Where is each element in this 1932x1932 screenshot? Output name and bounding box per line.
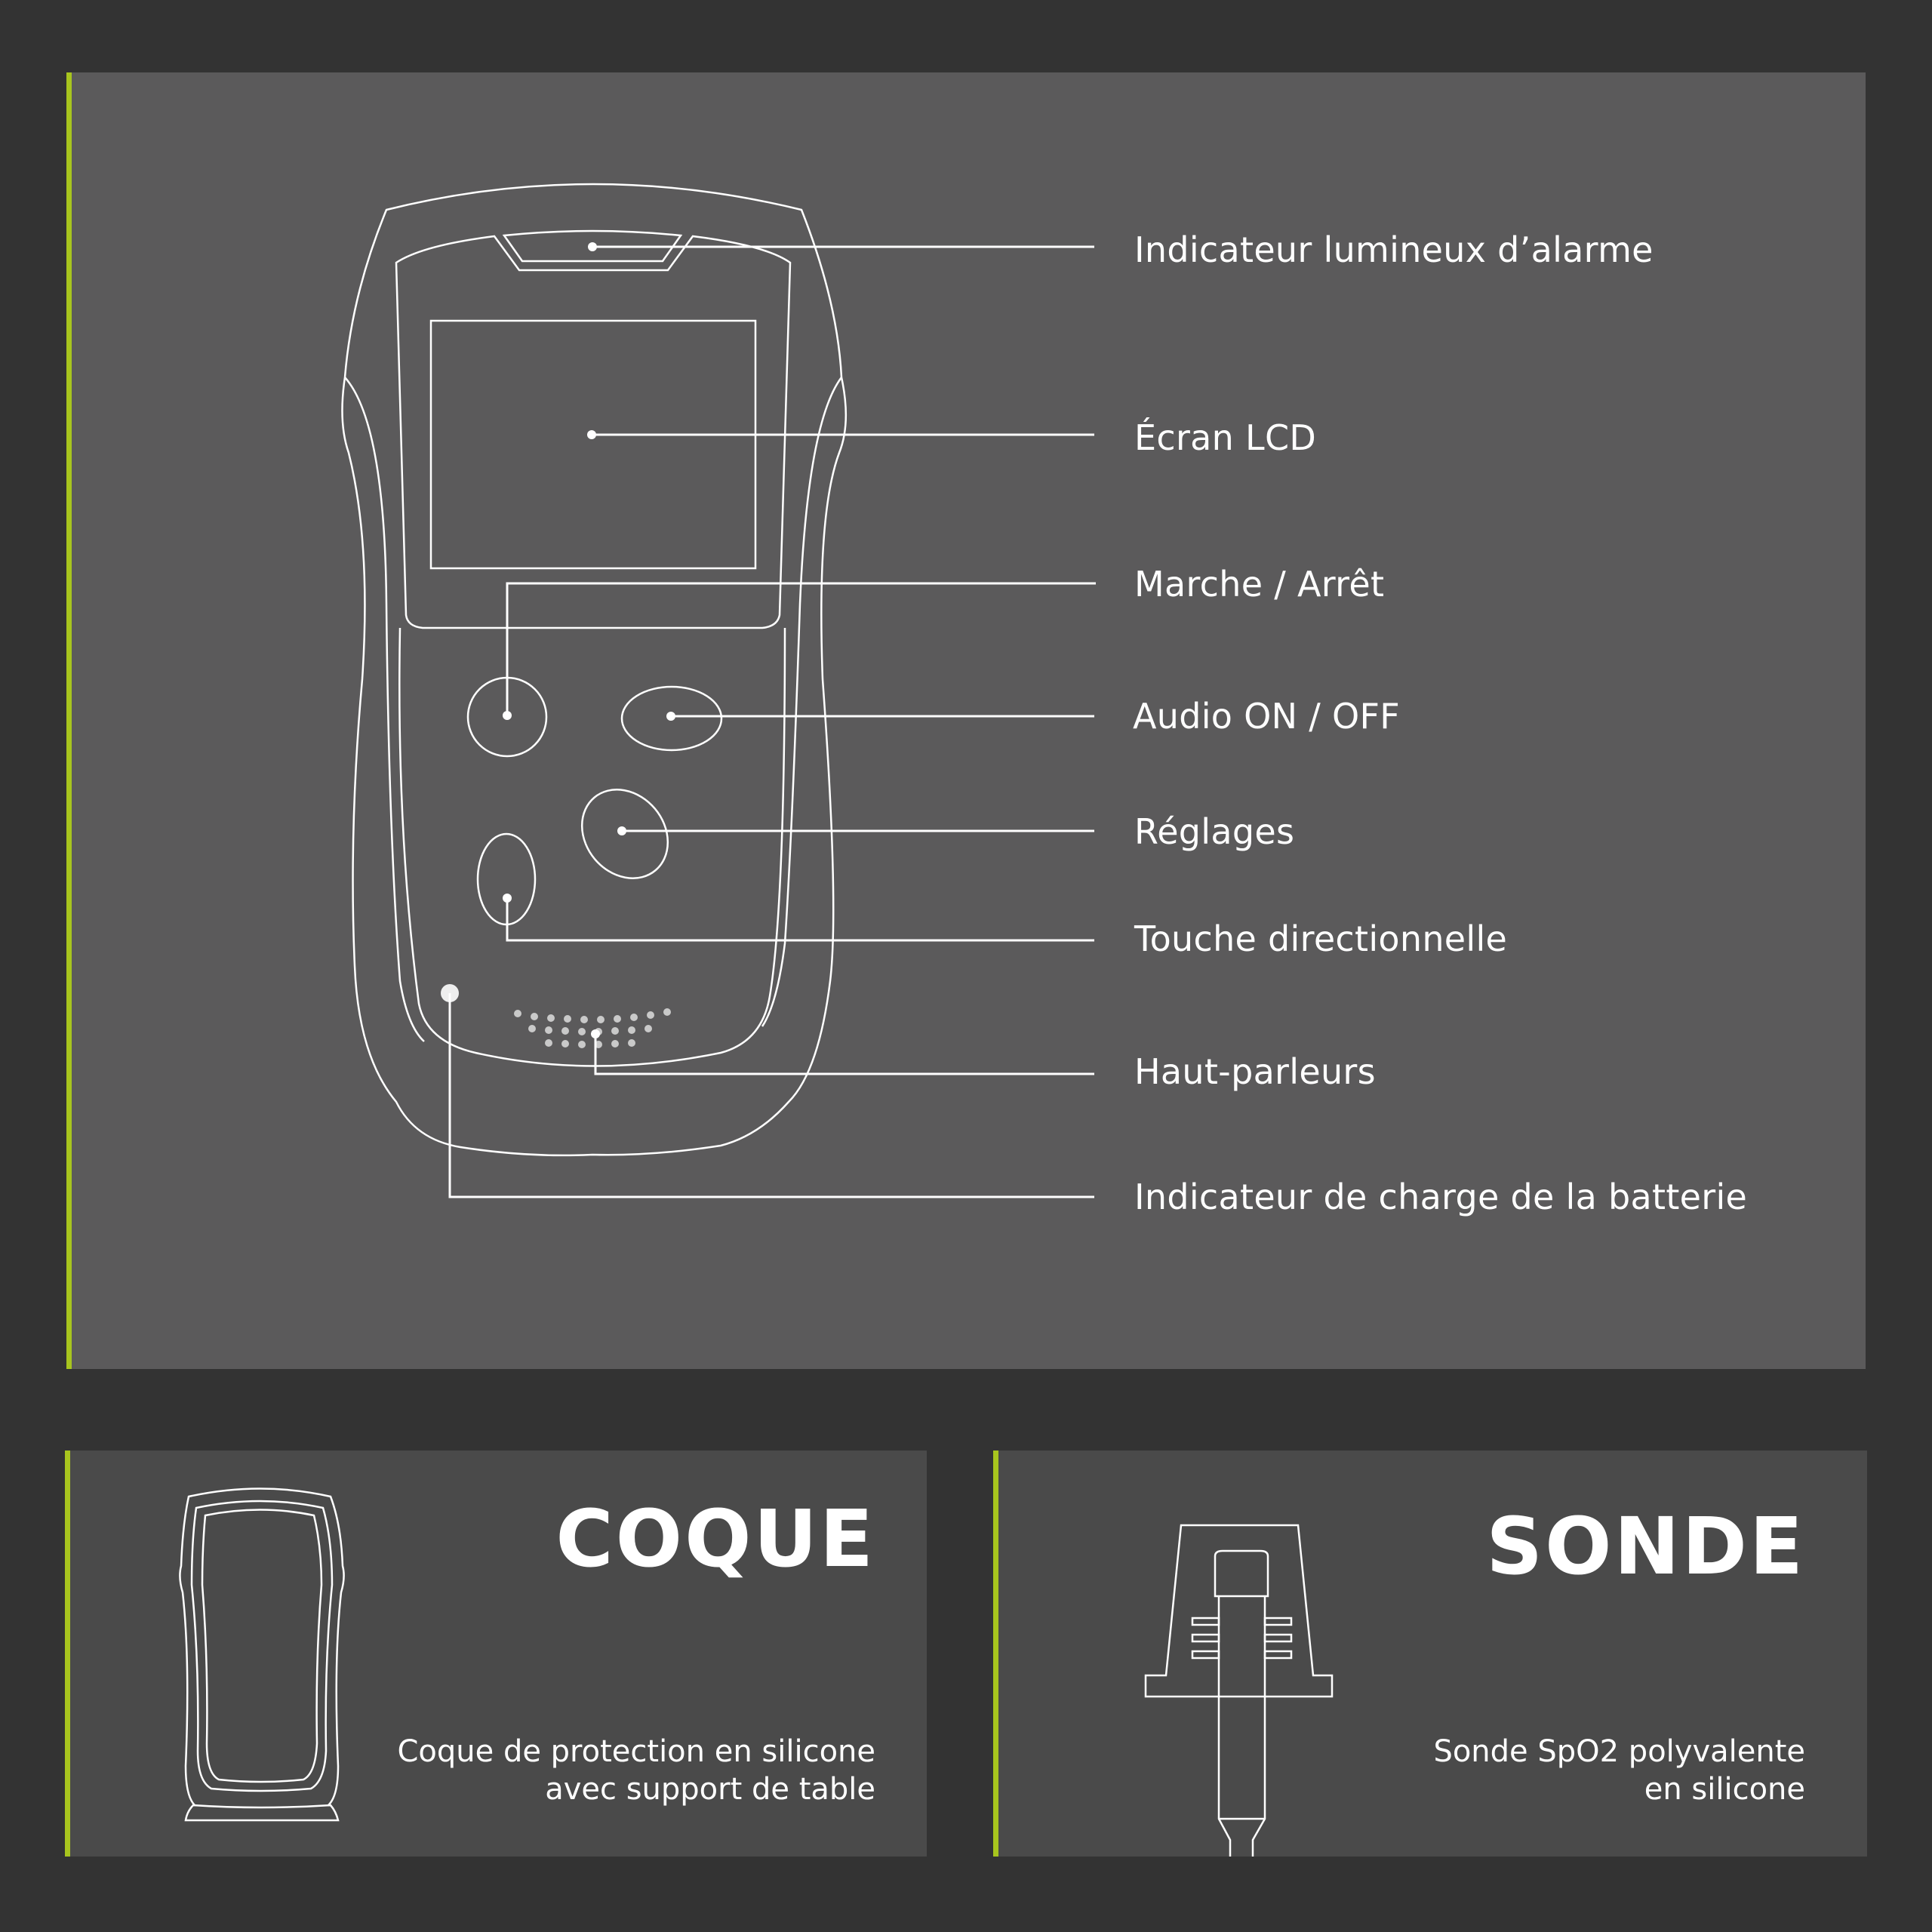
- description-line: Sonde SpO2 polyvalente: [1433, 1734, 1805, 1769]
- device-diagram-panel: [66, 72, 1866, 1369]
- callout-direction-key: Touche directionnelle: [1134, 918, 1508, 959]
- callout-battery-indicator: Indicateur de charge de la batterie: [1134, 1177, 1748, 1217]
- coque-card: [65, 1451, 927, 1857]
- lcd-screen: [431, 321, 755, 568]
- card-title-coque: COQUE: [555, 1493, 875, 1585]
- leader-direction: [507, 898, 1094, 940]
- card-description-coque: [397, 1733, 875, 1808]
- callout-power: Marche / Arrêt: [1134, 564, 1385, 605]
- device-right-grip: [762, 377, 841, 1026]
- callout-alarm-indicator: Indicateur lumineux d’alarme: [1134, 229, 1654, 270]
- description-line: Coque de protection en silicone: [397, 1734, 875, 1769]
- device-bottom-face: [399, 628, 785, 1066]
- leader-battery: [450, 993, 1094, 1197]
- card-description-sonde: [1433, 1733, 1805, 1808]
- callout-audio: Audio ON / OFF: [1133, 696, 1401, 737]
- callout-speakers: Haut-parleurs: [1134, 1051, 1376, 1092]
- leader-power: [507, 583, 1096, 715]
- speaker-grille: [514, 1008, 671, 1048]
- description-line: en silicone: [1644, 1772, 1805, 1807]
- leader-speaker: [595, 1034, 1094, 1074]
- callout-settings: Réglages: [1134, 811, 1295, 852]
- card-title-sonde: SONDE: [1486, 1500, 1805, 1592]
- sonde-card: [993, 1451, 1867, 1857]
- callout-lcd-screen: Écran LCD: [1134, 417, 1317, 458]
- description-line: avec support de table: [545, 1772, 875, 1807]
